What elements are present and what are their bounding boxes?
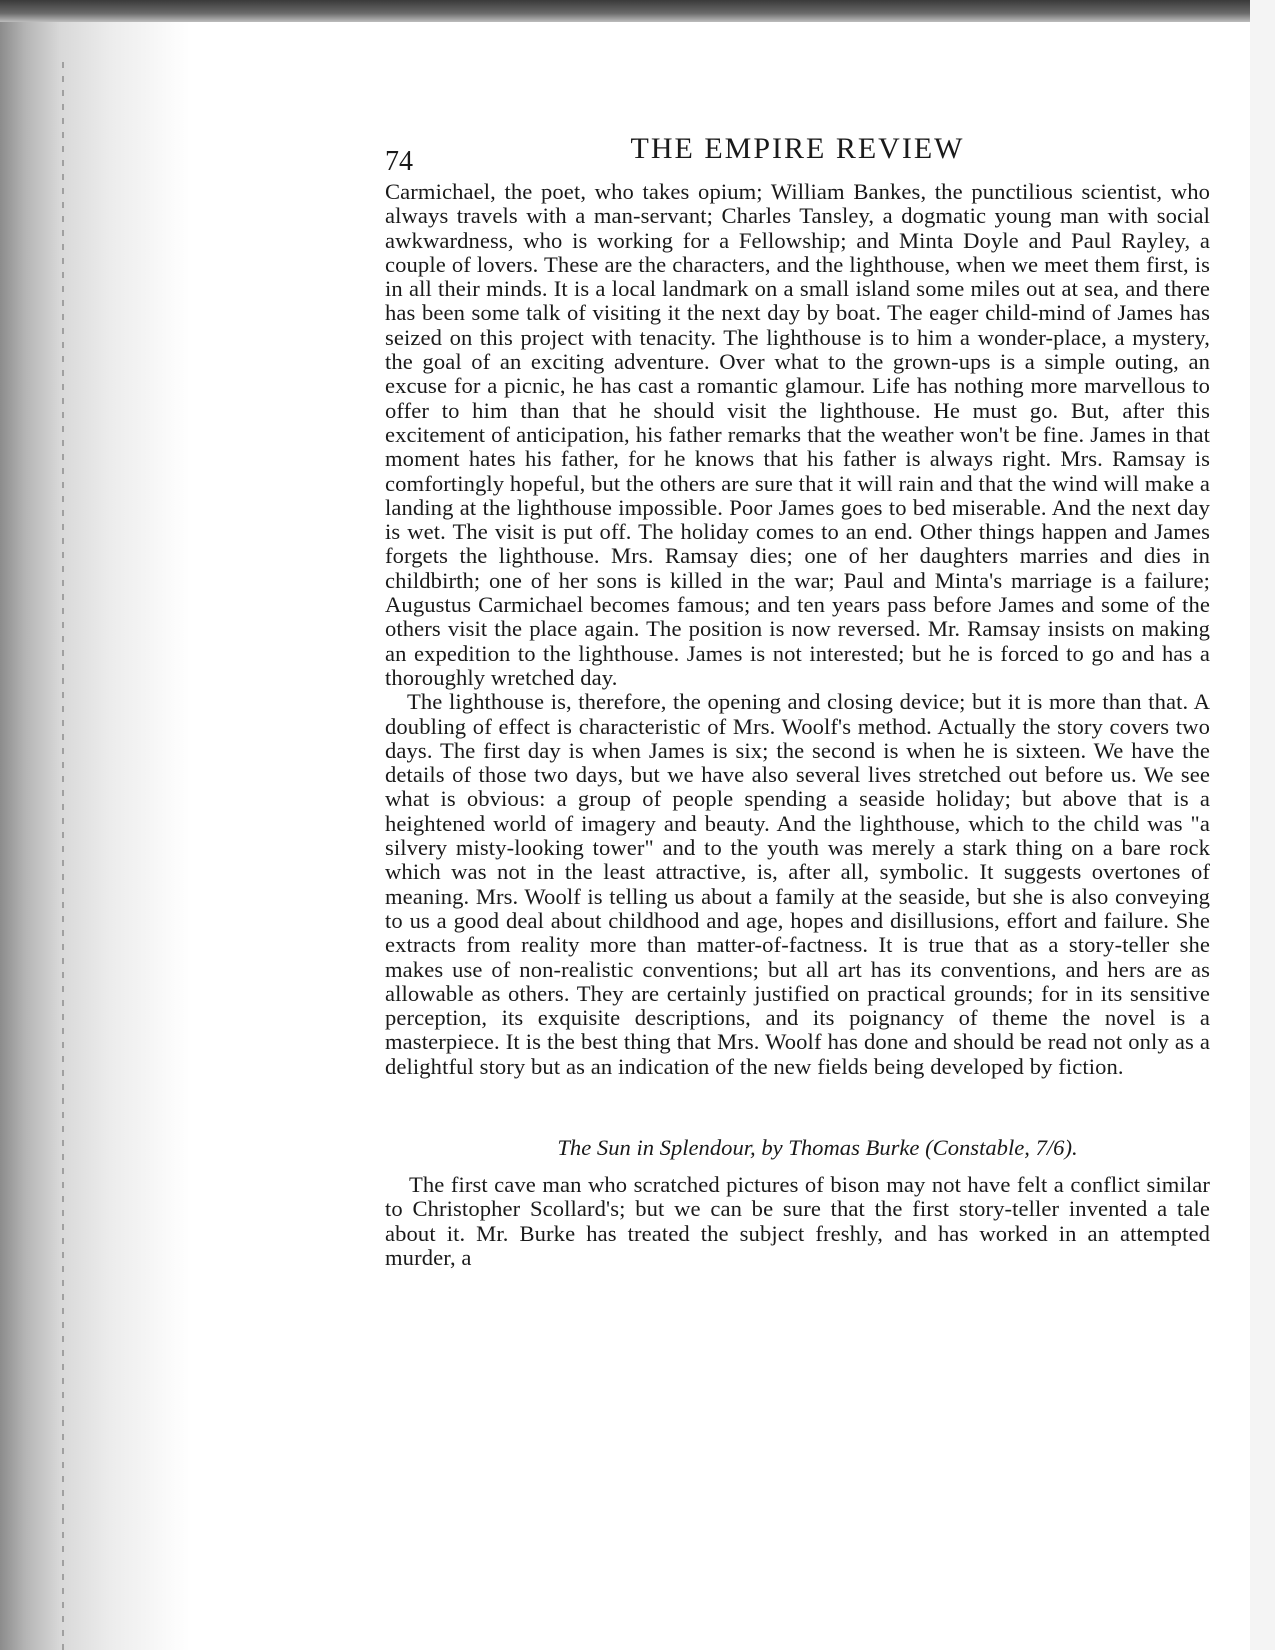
paragraph-continuation: Carmichael, the poet, who takes opium; William Bankes, the punctilious scientist, who always travels with a man-servant; Charles Tansley, a dogmatic young man with social awkwardness, who is working for a Fellowship; and Minta Doyle and Paul Rayley, a couple of lovers. These are the characters, and the lighthouse, when we meet them first, is in all their minds. It is a local landmark on a small island some miles out at sea, and there has been some talk of visiting it the next day by boat. The eager child-mind of James has seized on this project with tenacity. The lighthouse is to him a wonder-place, a mystery, the goal of an exciting adventure. Over what to the grown-ups is a simple outing, an excuse for a picnic, he has cast a romantic glamour. Life has nothing more marvellous to offer to him than that he should visit the lighthouse. He must go. But, after this excitement of anticipation, his father remarks that the weather won't be fine. James in that moment hates his father, for he knows that his father is always right. Mrs. Ramsay is comfortingly hopeful, but the others are sure that it will rain and that the wind will make a landing at the lighthouse impossible. Poor James goes to bed miserable. And the next day is wet. The visit is put off. The holiday comes to an end. Other things happen and James forgets the lighthouse. Mrs. Ramsay dies; one of her daughters marries and dies in childbirth; one of her sons is killed in the war; Paul and Minta's marriage is a failure; Augustus Carmichael becomes famous; and ten years pass before James and some of the others visit the place again. The position is now reversed. Mr. Ramsay insists on making an expedition to the lighthouse. James is not interested; but he is forced to go and has a thoroughly wretched day. xyxy=(385,179,1210,690)
page-content xyxy=(385,128,1210,1270)
book-binding-gutter xyxy=(0,22,190,1650)
binding-stitch-line xyxy=(62,62,64,1650)
review-heading: The Sun in Splendour, by Thomas Burke (Constable, 7/6). xyxy=(557,1134,1078,1160)
page-number: 74 xyxy=(385,146,413,177)
scan-right-edge xyxy=(1250,0,1275,1650)
scan-top-edge xyxy=(0,0,1250,22)
running-head: THE EMPIRE REVIEW xyxy=(630,132,965,165)
page-header xyxy=(385,128,1210,180)
review-body: The first cave man who scratched pictures of bison may not have felt a conflict similar to Christopher Scollard's; but we can be sure that the first story-teller invented a tale about it. Mr. Burke has treated the subject freshly, and has worked in an attempted murder, a xyxy=(385,1171,1210,1270)
paragraph-lighthouse: The lighthouse is, therefore, the opening and closing device; but it is more than that. A doubling of effect is characteristic of Mrs. Woolf's method. Actually the story covers two days. The first day is when James is six; the second is when he is sixteen. We have the details of those two days, but we have also several lives stretched out before us. We see what is obvious: a group of people spending a seaside holiday; but above that is a heightened world of imagery and beauty. And the lighthouse, which to the child was "a silvery misty-looking tower" and to the youth was merely a stark thing on a bare rock which was not in the least attractive, is, after all, symbolic. It suggests overtones of meaning. Mrs. Woolf is telling us about a family at the seaside, but she is also conveying to us a good deal about childhood and age, hopes and disillusions, effort and failure. She extracts from reality more than matter-of-factness. It is true that as a story-teller she makes use of non-realistic conventions; but all art has its conventions, and hers are as allowable as others. They are certainly justified on practical grounds; for in its sensitive perception, its exquisite descriptions, and its poignancy of theme the novel is a masterpiece. It is the best thing that Mrs. Woolf has done and should be read not only as a delightful story but as an indication of the new fields being developed by fiction. xyxy=(385,689,1210,1079)
